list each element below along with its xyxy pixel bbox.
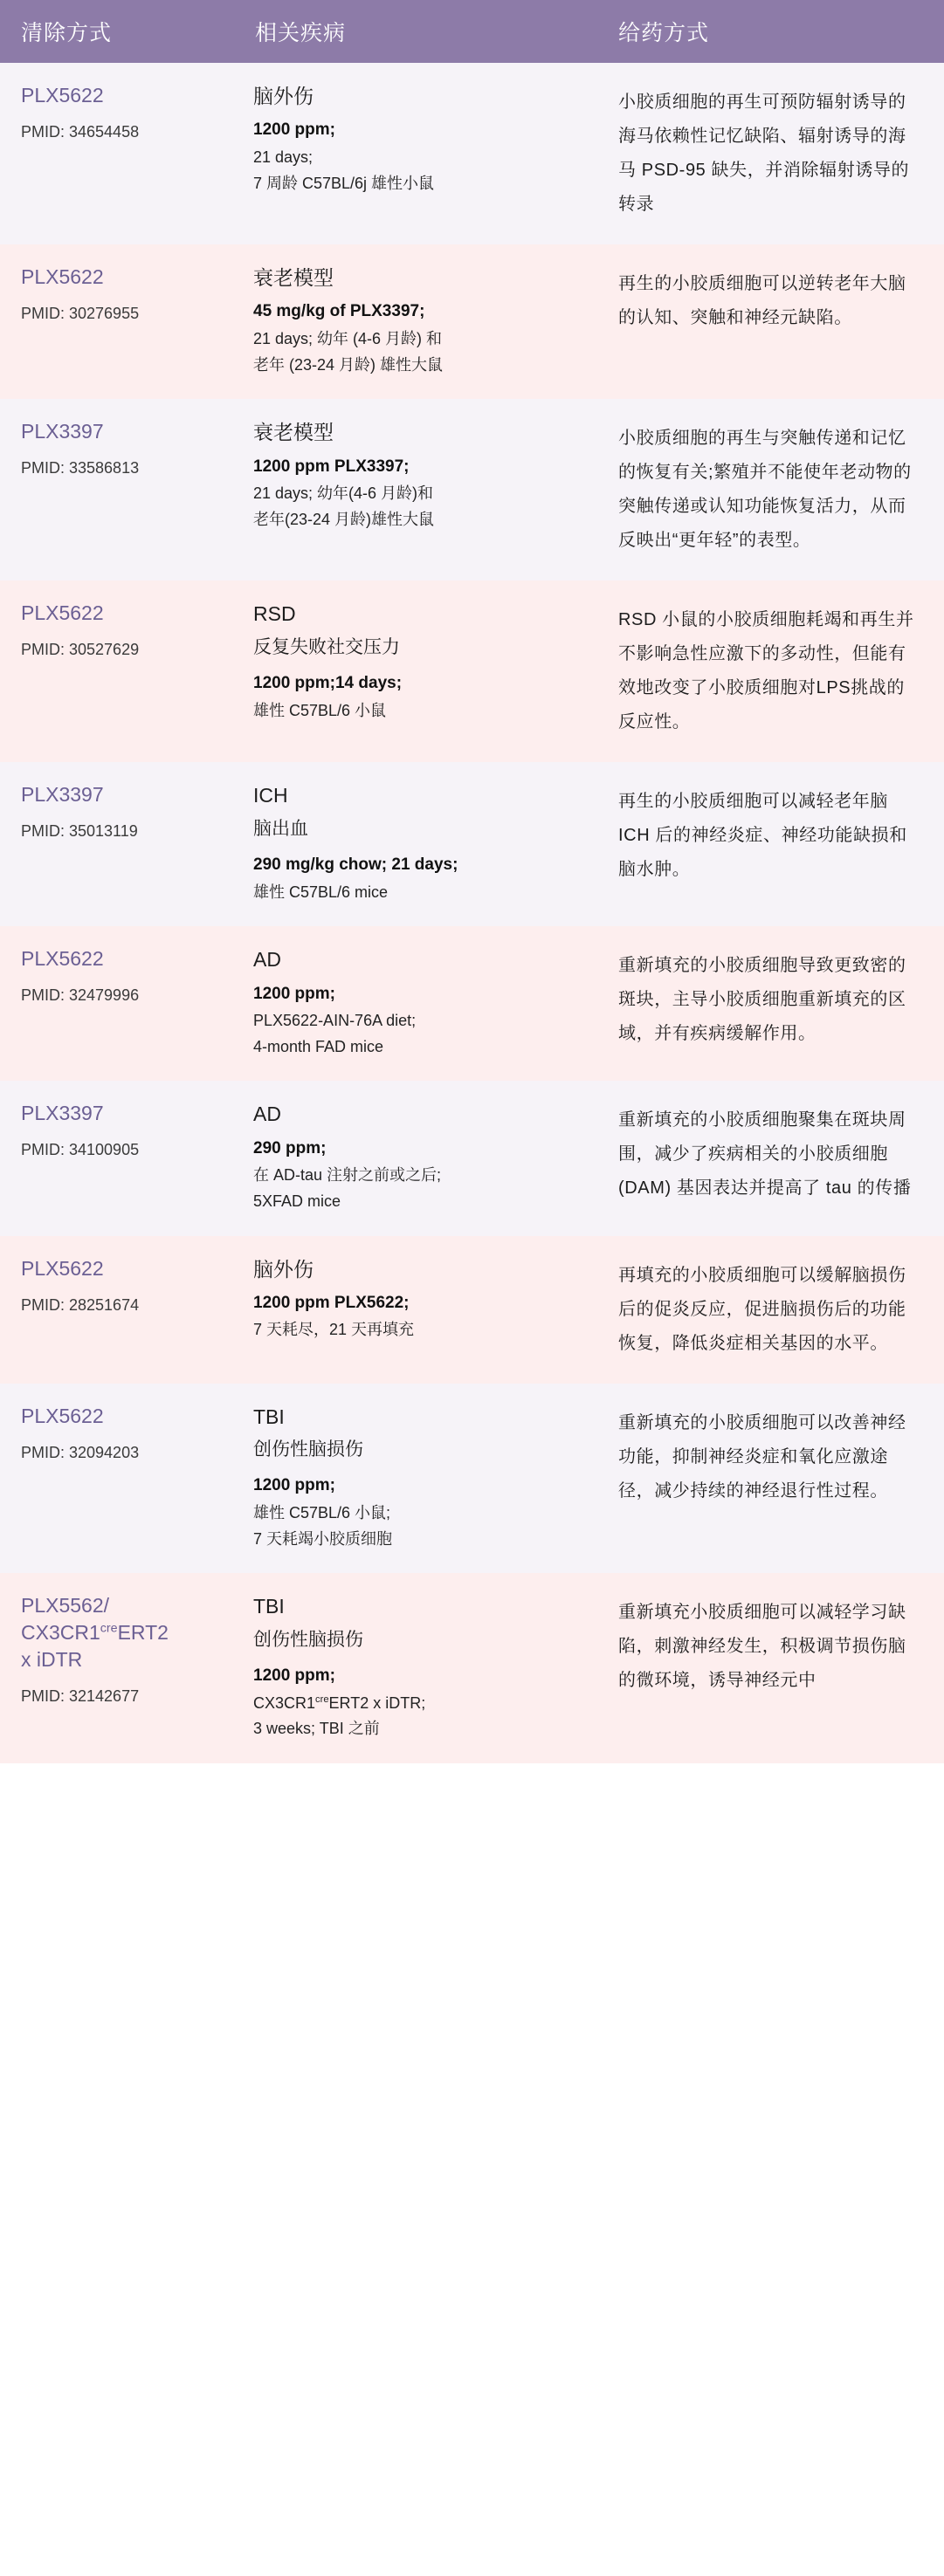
table-row bbox=[0, 399, 944, 580]
table-body bbox=[0, 63, 944, 1763]
table-header bbox=[0, 0, 944, 63]
pmid-label: PMID: 35013119 bbox=[21, 822, 138, 841]
dose-detail: 5XFAD mice bbox=[253, 1192, 341, 1210]
cell-administration-effect bbox=[583, 762, 944, 926]
effect-text: 再生的小胶质细胞可以逆转老年大脑的认知、突触和神经元缺陷。 bbox=[618, 274, 906, 327]
dose-detail: 在 AD-tau 注射之前或之后; bbox=[253, 1166, 442, 1185]
pmid-label: PMID: 30527629 bbox=[21, 641, 140, 659]
pmid-label: PMID: 28251674 bbox=[21, 1295, 140, 1314]
table-row bbox=[0, 1384, 944, 1574]
effect-text: 重新填充小胶质细胞可以减轻学习缺陷，刺激神经发生，积极调节损伤脑的微环境，诱导神经元中 bbox=[618, 1603, 906, 1691]
disease-subtitle: 脑出血 bbox=[253, 818, 308, 839]
drug-name[interactable]: PLX3397 bbox=[21, 420, 104, 443]
disease-name: 衰老模型 bbox=[253, 421, 334, 444]
dose-detail: 21 days; 幼年(4-6 月龄)和 bbox=[253, 484, 434, 503]
table-row bbox=[0, 244, 944, 399]
cell-related-disease bbox=[234, 1384, 583, 1574]
disease-subtitle: 创伤性脑损伤 bbox=[253, 1439, 363, 1460]
effect-text: 重新填充的小胶质细胞导致更致密的斑块，主导小胶质细胞重新填充的区域，并有疾病缓解作用。 bbox=[618, 956, 906, 1044]
cell-related-disease bbox=[234, 1081, 583, 1235]
table-row bbox=[0, 1573, 944, 1763]
table-row bbox=[0, 580, 944, 762]
cell-administration-effect bbox=[583, 1081, 944, 1235]
dose-detail: 雄性 C57BL/6 小鼠; bbox=[253, 1503, 391, 1522]
drug-name[interactable]: PLX5622 bbox=[21, 1256, 104, 1280]
cell-related-disease bbox=[234, 399, 583, 580]
drug-name[interactable]: PLX5622 bbox=[21, 601, 104, 625]
cell-clearance-method bbox=[0, 244, 234, 399]
disease-name: 脑外伤 bbox=[253, 1257, 314, 1281]
effect-text: RSD 小鼠的小胶质细胞耗竭和再生并不影响急性应激下的多动性，但能有效地改变了小胶质细胞对LPS挑战的反应性。 bbox=[618, 610, 914, 732]
dose-value: 1200 ppm PLX5622; bbox=[253, 1293, 410, 1312]
disease-name: TBI bbox=[253, 1405, 285, 1428]
effect-text: 再填充的小胶质细胞可以缓解脑损伤后的促炎反应，促进脑损伤后的功能恢复，降低炎症相关基因的水平。 bbox=[618, 1265, 906, 1353]
dose-detail: 7 天耗竭小胶质细胞 bbox=[253, 1529, 393, 1548]
dose-value: 290 ppm; bbox=[253, 1138, 327, 1157]
cell-clearance-method bbox=[0, 580, 234, 762]
drug-name[interactable]: PLX5622 bbox=[21, 265, 104, 288]
column-header-administration: 给药方式 bbox=[583, 0, 944, 63]
cell-clearance-method bbox=[0, 926, 234, 1081]
pmid-label: PMID: 34654458 bbox=[21, 123, 140, 141]
effect-text: 小胶质细胞的再生可预防辐射诱导的海马依赖性记忆缺陷、辐射诱导的海马 PSD-95 缺失，并消除辐射诱导的转录 bbox=[618, 93, 910, 214]
effect-text: 小胶质细胞的再生与突触传递和记忆的恢复有关;繁殖并不能使年老动物的突触传递或认知功能恢复活力，从而反映出“更年轻”的表型。 bbox=[618, 429, 912, 551]
table-row bbox=[0, 926, 944, 1081]
column-header-related-disease: 相关疾病 bbox=[234, 0, 583, 63]
cell-related-disease bbox=[234, 1236, 583, 1384]
cell-administration-effect bbox=[583, 580, 944, 762]
dose-value: 1200 ppm; bbox=[253, 984, 335, 1003]
cell-administration-effect bbox=[583, 399, 944, 580]
disease-name: AD bbox=[253, 1103, 281, 1126]
pmid-label: PMID: 33586813 bbox=[21, 459, 140, 477]
disease-name: ICH bbox=[253, 784, 288, 807]
cell-administration-effect bbox=[583, 926, 944, 1081]
cell-administration-effect bbox=[583, 1384, 944, 1574]
cell-administration-effect bbox=[583, 244, 944, 399]
dose-value: 290 mg/kg chow; 21 days; bbox=[253, 855, 458, 874]
dose-detail: 7 周龄 C57BL/6j 雄性小鼠 bbox=[253, 174, 435, 192]
dose-detail: 4-month FAD mice bbox=[253, 1037, 384, 1055]
dose-detail: $CX3CR1^{cre}ERT2$ x iDTR; bbox=[253, 1693, 426, 1712]
pmid-label: PMID: 32094203 bbox=[21, 1443, 140, 1461]
cell-related-disease bbox=[234, 580, 583, 762]
dose-detail: PLX5622-AIN-76A diet; bbox=[253, 1012, 417, 1030]
cell-administration-effect bbox=[583, 63, 944, 244]
disease-name: TBI bbox=[253, 1595, 285, 1618]
dose-detail: 雄性 C57BL/6 mice bbox=[253, 883, 389, 901]
drug-name[interactable]: PLX5562/ $CX3CR1^{cre}ERT2$ x iDTR bbox=[21, 1594, 169, 1672]
table-row bbox=[0, 762, 944, 926]
dose-detail: 7 天耗尽，21 天再填充 bbox=[253, 1321, 415, 1339]
dose-value: 1200 ppm PLX3397; bbox=[253, 457, 410, 476]
cell-related-disease bbox=[234, 926, 583, 1081]
dose-detail: 3 weeks; TBI 之前 bbox=[253, 1720, 380, 1738]
table-header-row bbox=[0, 0, 944, 63]
cell-clearance-method bbox=[0, 1573, 234, 1763]
dose-value: 1200 ppm; bbox=[253, 120, 335, 140]
table-row bbox=[0, 1236, 944, 1384]
cell-administration-effect bbox=[583, 1236, 944, 1384]
dose-detail: 21 days; 幼年 (4-6 月龄) 和 bbox=[253, 329, 443, 347]
drug-name[interactable]: PLX3397 bbox=[21, 1102, 104, 1125]
cell-clearance-method bbox=[0, 1081, 234, 1235]
cell-clearance-method bbox=[0, 1384, 234, 1574]
table-row bbox=[0, 1081, 944, 1235]
drug-name[interactable]: PLX5622 bbox=[21, 1404, 104, 1427]
cell-clearance-method bbox=[0, 63, 234, 244]
drug-name[interactable]: PLX3397 bbox=[21, 783, 104, 807]
dose-value: 1200 ppm; bbox=[253, 1666, 335, 1686]
disease-name: 脑外伤 bbox=[253, 85, 314, 107]
drug-name[interactable]: PLX5622 bbox=[21, 947, 104, 971]
cell-clearance-method bbox=[0, 762, 234, 926]
pmid-label: PMID: 32142677 bbox=[21, 1687, 140, 1706]
dose-value: 45 mg/kg of PLX3397; bbox=[253, 302, 425, 321]
disease-name: RSD bbox=[253, 602, 296, 626]
effect-text: 重新填充的小胶质细胞可以改善神经功能，抑制神经炎症和氧化应激途径，减少持续的神经退行性过程。 bbox=[618, 1412, 906, 1501]
dose-detail: 雄性 C57BL/6 小鼠 bbox=[253, 701, 387, 719]
pmid-label: PMID: 30276955 bbox=[21, 305, 140, 323]
pmid-label: PMID: 34100905 bbox=[21, 1141, 140, 1159]
cell-related-disease bbox=[234, 762, 583, 926]
drug-name[interactable]: PLX5622 bbox=[21, 84, 104, 106]
cell-related-disease bbox=[234, 244, 583, 399]
cell-clearance-method bbox=[0, 399, 234, 580]
disease-name: AD bbox=[253, 948, 281, 972]
dose-detail: 21 days; bbox=[253, 148, 314, 166]
pmid-label: PMID: 32479996 bbox=[21, 986, 140, 1005]
column-header-clearance-method: 清除方式 bbox=[0, 0, 234, 63]
dose-value: 1200 ppm;14 days; bbox=[253, 674, 403, 692]
dose-value: 1200 ppm; bbox=[253, 1476, 335, 1495]
cell-administration-effect bbox=[583, 1573, 944, 1763]
dose-detail: 老年(23-24 月龄)雄性大鼠 bbox=[253, 510, 435, 528]
cell-clearance-method bbox=[0, 1236, 234, 1384]
cell-related-disease bbox=[234, 1573, 583, 1763]
cell-related-disease bbox=[234, 63, 583, 244]
table-row bbox=[0, 63, 944, 244]
effect-text: 重新填充的小胶质细胞聚集在斑块周围，减少了疾病相关的小胶质细胞 (DAM) 基因表达并提高了 tau 的传播 bbox=[618, 1110, 912, 1199]
dose-detail: 老年 (23-24 月龄) 雄性大鼠 bbox=[253, 355, 444, 374]
disease-subtitle: 创伤性脑损伤 bbox=[253, 1629, 363, 1650]
disease-subtitle: 反复失败社交压力 bbox=[253, 636, 400, 657]
disease-name: 衰老模型 bbox=[253, 266, 334, 289]
effect-text: 再生的小胶质细胞可以减轻老年脑 ICH 后的神经炎症、神经功能缺损和脑水肿。 bbox=[618, 792, 907, 880]
